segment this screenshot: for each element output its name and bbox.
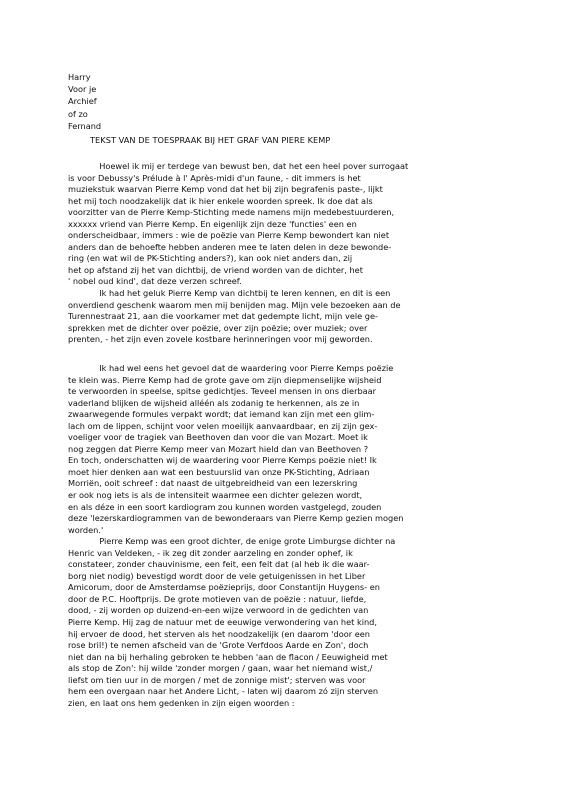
note-line: Voor je (68, 84, 97, 95)
text-line: Hoewel ik mij er terdege van bewust ben, dat het een heel pover surrogaat (68, 161, 409, 171)
text-line: Pierre Kemp. Hij zag de natuur met de eeuwige verwondering van het kind, (68, 617, 377, 628)
text-line: muziekstuk waarvan Pierre Kemp vond dat het bij zijn begrafenis paste-, lijkt (68, 184, 383, 195)
note-line: Archief (68, 96, 97, 107)
text-line: het mij toch noodzakelijk dat ik hier enkele woorden spreek. Ik doe dat als (68, 195, 373, 206)
paragraph-1 (68, 161, 408, 346)
text-line: is voor Debussy's Prélude à l' Après-midi d'un faune, - dit immers is het (68, 172, 361, 183)
text-line: Ik had wel eens het gevoel dat de waardering voor Pierre Kemps poëzie (68, 363, 394, 373)
text-line: anders dan de behoefte hebben anderen mee te laten delen in deze bewonde- (68, 241, 392, 252)
text-line: liefst om tien uur in de morgen / met de zonnige mist'; sterven was voor (68, 674, 366, 685)
text-line: voorzitter van de Pierre Kemp-Stichting mede namens mijn medebestuurderen, (68, 207, 395, 218)
text-line: als stop de Zon': hij wilde 'zonder morgen / gaan, waar het niemand wist,/ (68, 663, 373, 674)
text-line: Morriën, ooit schreef : dat naast de uitgebreidheid van een lezerskring (68, 478, 358, 489)
text-line: borg niet nodig) bevestigd wordt door de vele getuigenissen in het Liber (68, 570, 366, 581)
text-line: er ook nog iets is als de intensiteit waarmee een dichter gelezen wordt, (68, 490, 363, 501)
text-line: constateer, zonder chauvinisme, een feit, een feit dat (al heb ik die waar- (68, 559, 370, 570)
text-line: onverdiend geschenk waarom men mij benijden mag. Mijn vele bezoeken aan de (68, 299, 401, 310)
text-line: het op afstand zij het van dichtbij, de vriend worden van de dichter, het (68, 264, 363, 275)
text-line: en als déze in een soort kardiogram zou kunnen worden vastgelegd, zouden (68, 501, 382, 512)
text-line: deze 'lezerskardiogrammen van de bewonderaars van Pierre Kemp gezien mogen (68, 513, 404, 524)
note-line: Fernand (68, 120, 102, 131)
text-line: lach om de lippen, schijnt voor velen moeilijk aanvaardbaar, en zij zijn gex- (68, 420, 378, 431)
text-line: niet dan na bij herhaling gebroken te hebben 'aan de flacon / Eeuwigheid met (68, 651, 388, 662)
text-line: xxxxxx vriend van Pierre Kemp. En eigenlijk zijn deze 'functies' een en (68, 218, 357, 229)
text-line: door de P.C. Hooftprijs. De grote motieven van de poëzie : natuur, liefde, (68, 593, 367, 604)
text-line: onderscheidbaar, immers : wie de poëzie van Pierre Kemp bewondert kan niet (68, 230, 390, 241)
text-line: prenten, - het zijn even zovele kostbare herinneringen voor mij geworden. (68, 334, 373, 345)
text-line: zwaarwegende formules verpakt wordt; dat iemand kan zijn met een glim- (68, 409, 375, 420)
note-line: of zo (68, 108, 88, 119)
text-line: nog zeggen dat Pierre Kemp meer van Mozart hield dan van Beethoven ? (68, 443, 369, 454)
text-line: voeliger voor de tragiek van Beethoven dan voor die van Mozart. Moet ik (68, 432, 368, 443)
text-line: rose bril!) te nemen afscheid van de 'Grote Verfdoos Aarde en Zon', doch (68, 640, 369, 651)
text-line: hij ervoer de dood, het sterven als het noodzakelijk (en daarom 'door een (68, 628, 370, 639)
text-line: worden.' (68, 524, 104, 535)
text-line: En toch, onderschatten wij de waardering voor Pierre Kemps poëzie niet! Ik (68, 455, 377, 466)
text-line: te verwoorden in speelse, spitse gedichtjes. Teveel mensen in ons dierbaar (68, 386, 377, 397)
text-line: dood, - zij worden op duizend-en-een wijze verwoord in de gedichten van (68, 605, 369, 616)
handwritten-style-note (68, 71, 101, 132)
text-line: Amicorum, door de Amsterdamse poëzieprijs, door Constantijn Huygens- en (68, 582, 380, 593)
text-line: moet hier denken aan wat een bestuurslid van onze PK-Stichting, Adriaan (68, 466, 370, 477)
text-line: hem een overgaan naar het Andere Licht, - laten wij daarom zó zijn sterven (68, 686, 379, 697)
text-line: Ik had het geluk Pierre Kemp van dichtbij te leren kennen, en dit is een (68, 288, 391, 299)
text-line: sprekken met de dichter over poëzie, over zijn poëzie; over muziek; over (68, 322, 368, 333)
text-line: te klein was. Pierre Kemp had de grote gave om zijn diepmenselijke wijsheid (68, 374, 382, 385)
text-line: ring (en wat wil de PK-Stichting anders?), kan ook niet anders dan, zij (68, 253, 353, 264)
note-line: Harry (68, 72, 91, 82)
text-line: ' nobel oud kind', dat deze verzen schreef. (68, 276, 242, 287)
text-line: vaderland blijken de wijsheid alléén als zodanig te herkennen, als ze in (68, 397, 360, 408)
paragraph-2 (68, 363, 403, 709)
text-line: Henric van Veldeken, - ik zeg dit zonder aarzeling en zonder ophef, ik (68, 547, 353, 558)
document-title: TEKST VAN DE TOESPRAAK BIJ HET GRAF VAN PIERE KEMP (90, 135, 331, 145)
text-line: zien, en laat ons hem gedenken in zijn eigen woorden : (68, 697, 295, 708)
text-line: Pierre Kemp was een groot dichter, de enige grote Limburgse dichter na (68, 536, 396, 547)
text-line: Turennestraat 21, aan die voorkamer met dat gedempte licht, mijn vele ge- (68, 311, 378, 322)
